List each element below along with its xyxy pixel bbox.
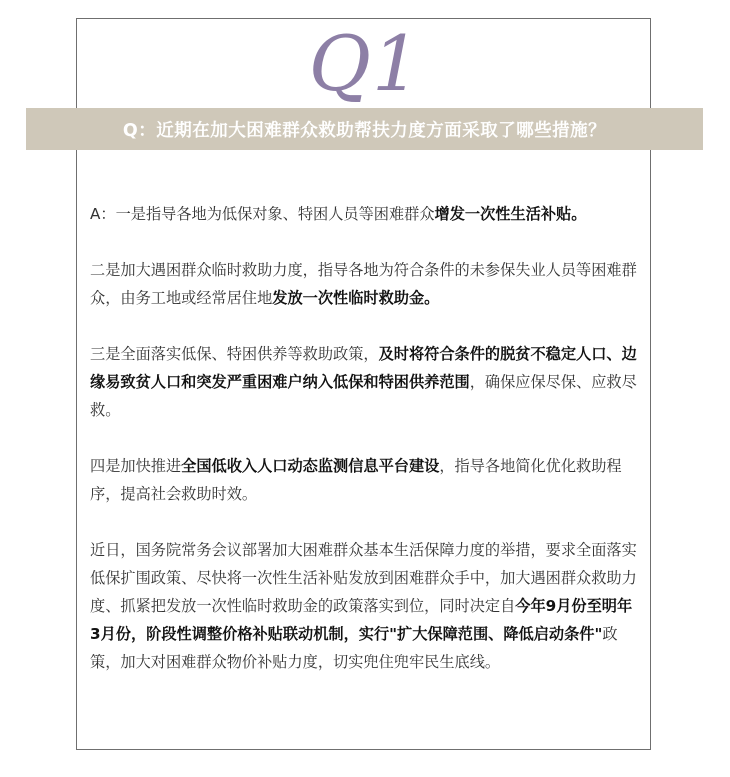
text-run: 二是加大遇困群众临时救助力度，指导各地为符合条件的未参保失业人员等困难群众，由务工地或经常居住地: [90, 261, 637, 307]
answer-paragraph-4: [90, 452, 642, 508]
answer-paragraph-3: [90, 340, 642, 424]
text-run: 近日，国务院常务会议部署加大困难群众基本生活保障力度的举措，要求全面落实低保扩围政策、尽快将一次性生活补贴发放到困难群众手中，加大遇困群众救助力度、抓紧把发放一次性临时救助金的政策落实到位，同时决定自: [90, 541, 637, 615]
bold-run: 发放一次性临时救助金。: [272, 289, 440, 307]
bold-run: 及时将符合条件的脱贫不稳定人口、边缘易致贫人口和突发严重困难户纳入低保和特困供养范围: [90, 345, 637, 391]
bold-run: 今年9月份至明年3月份，阶段性调整价格补贴联动机制，实行"扩大保障范围、降低启动条件": [90, 597, 633, 643]
answer-paragraph-5: [90, 536, 642, 676]
text-run: 三是全面落实低保、特困供养等救助政策，: [90, 345, 379, 363]
text-run: ，确保应保尽保、应救尽救。: [90, 373, 637, 419]
answer-body: [90, 200, 642, 676]
answer-paragraph-2: [90, 256, 642, 312]
text-run: 政策，加大对困难群众物价补贴力度，切实兜住兜牢民生底线。: [90, 625, 618, 671]
question-text: Q：近期在加大困难群众救助帮扶力度方面采取了哪些措施？: [122, 120, 607, 141]
text-run: 四是加快推进: [90, 457, 182, 475]
bold-run: 增发一次性生活补贴。: [434, 205, 587, 223]
question-banner: [26, 108, 703, 150]
bold-run: 全国低收入人口动态监测信息平台建设: [181, 457, 440, 475]
answer-paragraph-1: [90, 200, 642, 228]
q1-heading: Q1: [308, 19, 422, 108]
text-run: A：一是指导各地为低保对象、特困人员等困难群众: [90, 205, 435, 223]
text-run: ，指导各地简化优化救助程序，提高社会救助时效。: [90, 457, 622, 503]
